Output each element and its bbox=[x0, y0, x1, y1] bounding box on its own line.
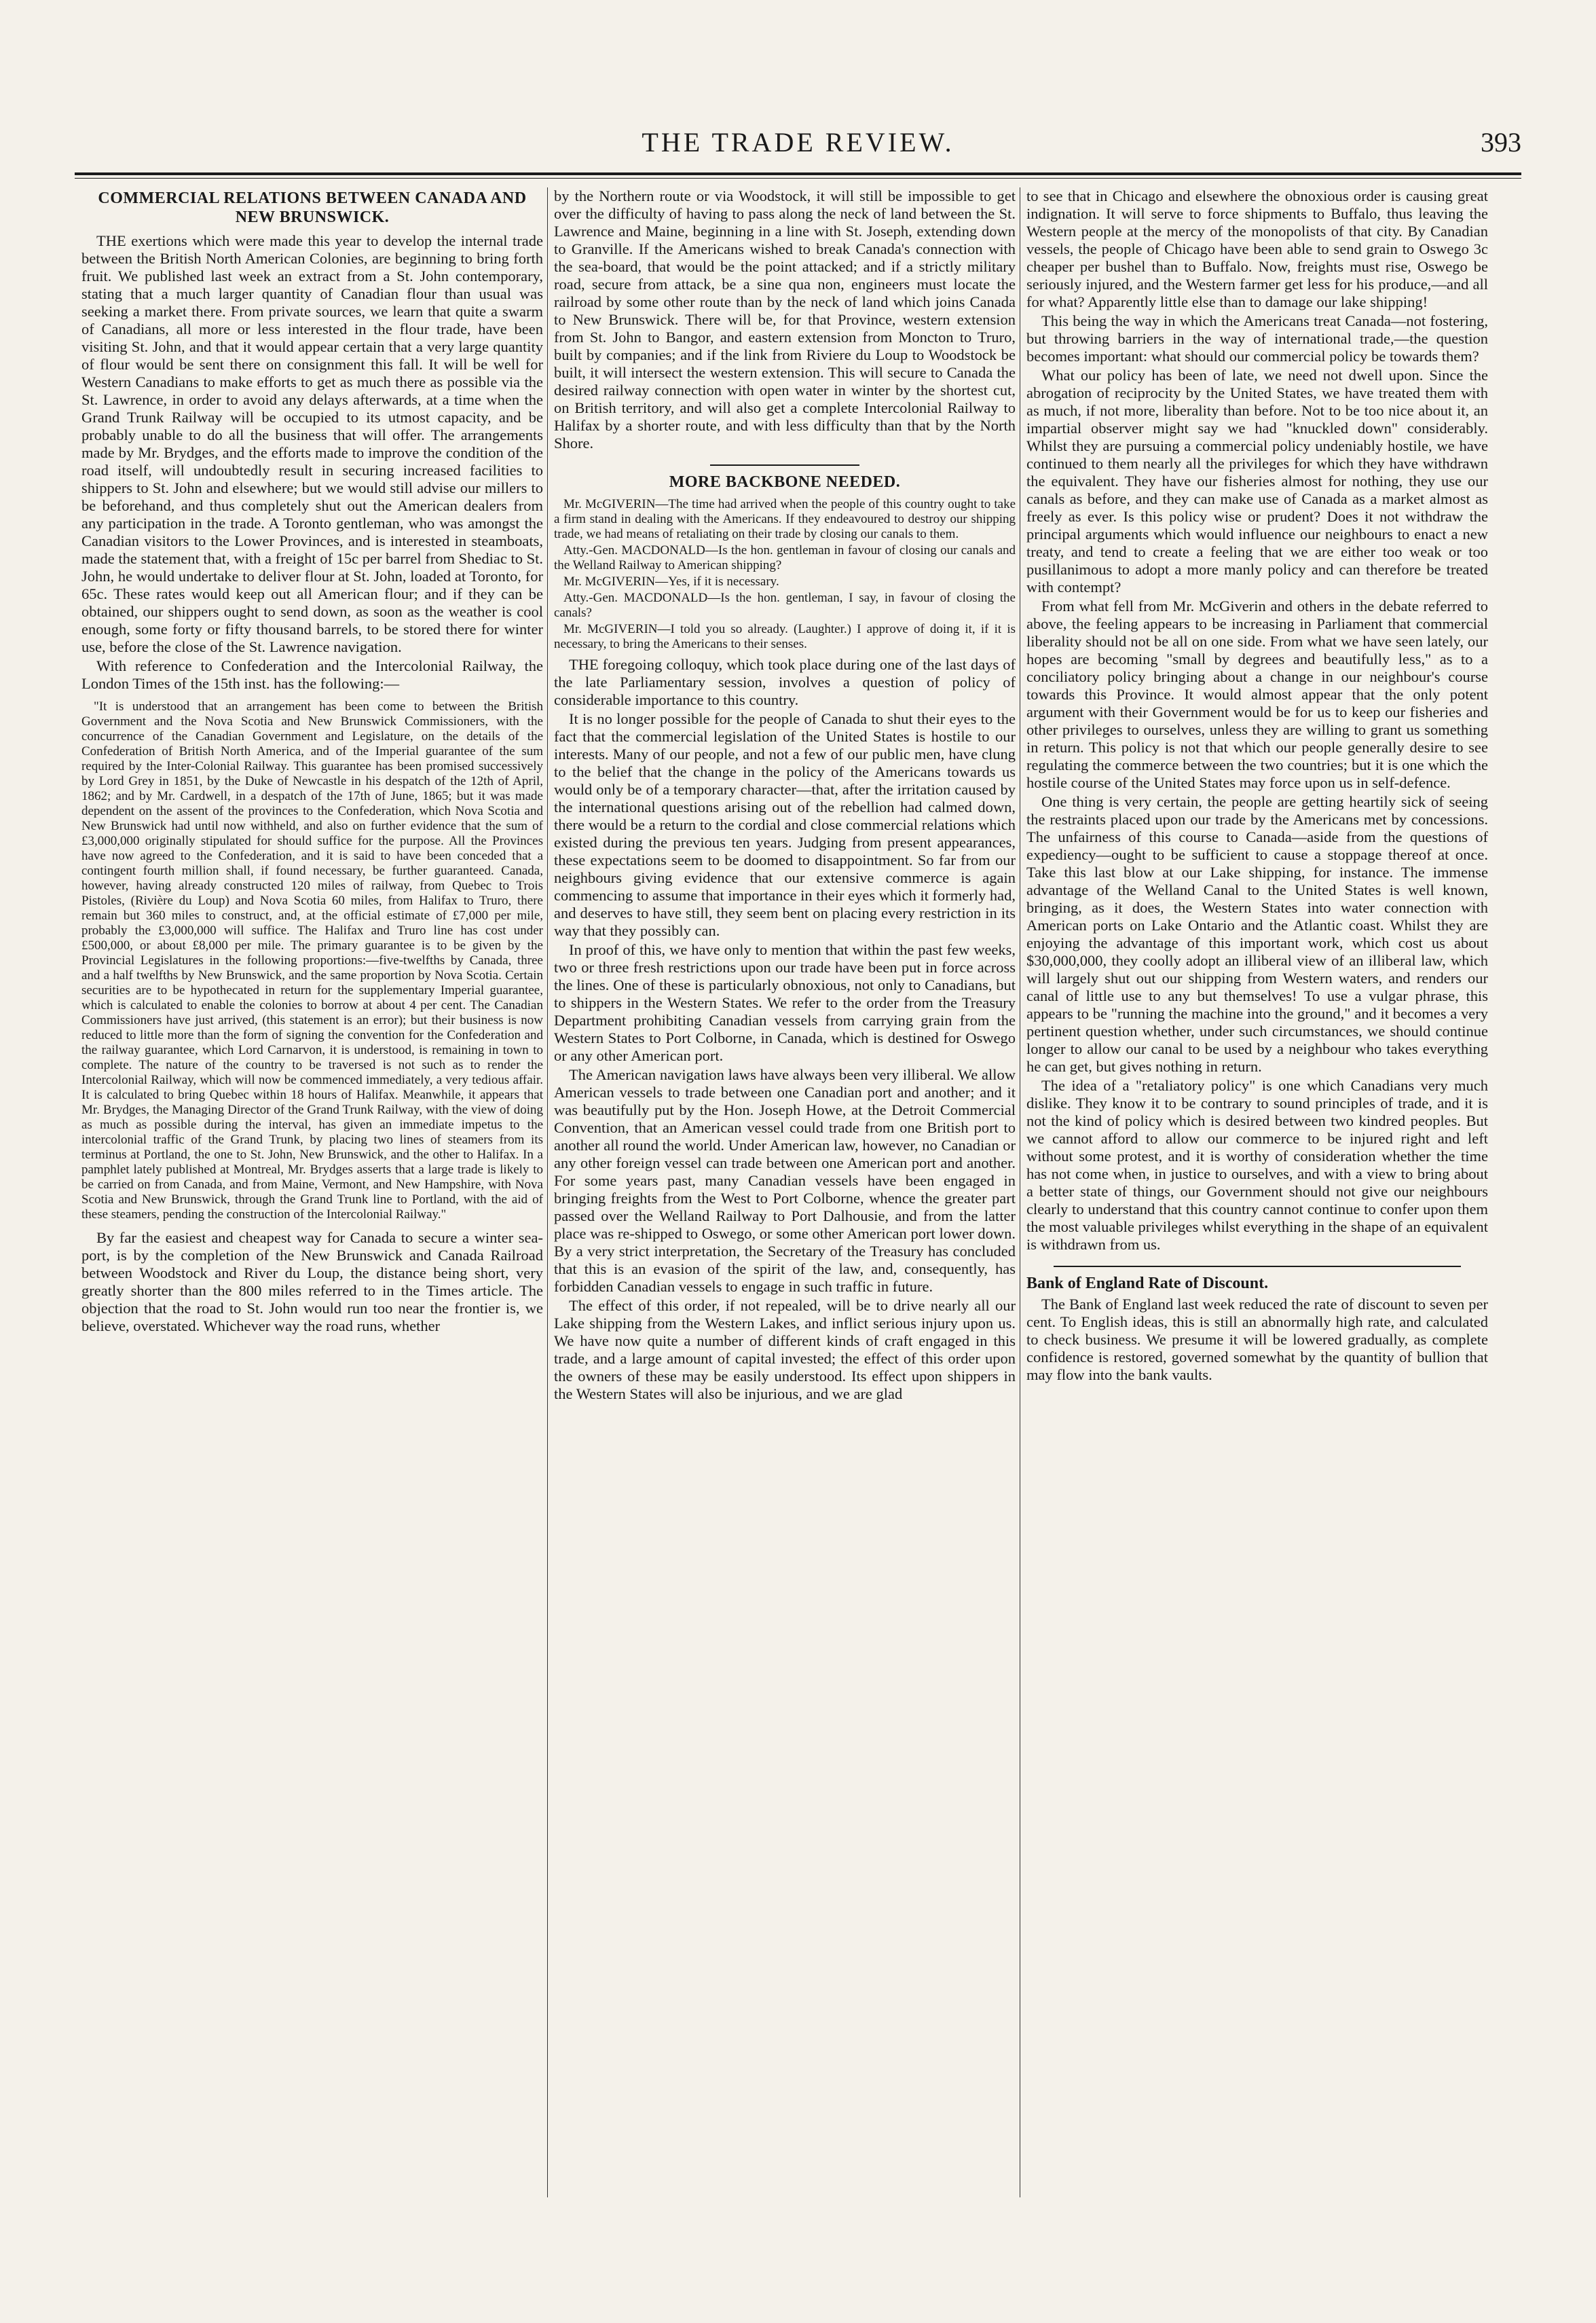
section-rule bbox=[1054, 1266, 1461, 1267]
paragraph: In proof of this, we have only to mention that within the past few weeks, two or three fresh restrictions upon our trade have been put in force across the lines. One of these is particularly obnoxious, not only to Canadians, but to shippers in the Western States. We refer to the order from the Treasury Department prohibiting Canadian vessels from carrying grain from the Western States to Port Colborne, in Canada, which is destined for Oswego or any other American port. bbox=[554, 941, 1016, 1064]
column-3 bbox=[1026, 187, 1488, 1385]
block-quote bbox=[81, 699, 543, 1222]
paragraph: The idea of a "retaliatory policy" is one which Canadians very much dislike. They know it to be contrary to sound principles of trade, and it is not the kind of policy which is desired between two kindred peoples. But we cannot afford to allow our commerce to be injured right and left without some protest, and it is worthy of consideration whether the time has not come when, in justice to ourselves, and with a view to bring about a better state of things, our Government should not give our neighbours clearly to understand that this country cannot continue to confer upon them the most valuable privileges whilst everything in the shape of an equivalent is withdrawn from us. bbox=[1026, 1077, 1488, 1253]
paragraph: This being the way in which the Americans treat Canada—not fostering, but throwing barriers in the way of international trade,—the question becomes important: what should our commercial policy be towards them? bbox=[1026, 312, 1488, 365]
running-title: THE TRADE REVIEW. bbox=[642, 127, 954, 158]
paragraph: by the Northern route or via Woodstock, it will still be impossible to get over the difficulty of having to pass along the neck of land between the St. Lawrence and Maine, beginning in a line with St. Joseph, extending down to Granville. If the Americans wished to break Canada's connection with the sea-board, that would be the point attacked; and if a strictly military road, secure from attack, be a sine qua non, engineers must locate the railroad by some other route than by the neck of land which joins Canada to New Brunswick. There will be, for that Province, western extension from St. John to Bangor, and eastern extension from Moncton to Truro, built by companies; and if the link from Riviere du Loup to Woodstock be built, it will intersect the western extension. This will secure to Canada the desired railway connection with open water in winter by the shortest cut, on British territory, and will also get a complete Intercolonial Railway to Halifax by a shorter route, and with less difficulty than that by the North Shore. bbox=[554, 187, 1016, 452]
paragraph: What our policy has been of late, we need not dwell upon. Since the abrogation of reciprocity by the United States, we have treated them with as much, if not more, liberality than before. Not to be too nice about it, an impartial observer might say we had "knuckled down" considerably. Whilst they are pursuing a commercial policy undeniably hostile, we have continued to them nearly all the privileges for which they have withdrawn the equivalent. They have our fisheries almost for nothing, they use our canals as before, and they can make use of Canada as a market almost as freely as ever. Is this policy wise or prudent? Does it not withdraw the principal arguments which would influence our neighbours to enact a new treaty, and tend to create a feeling that we are either too weak or too pusillanimous to adopt a more manly policy and can therefore be treated with contempt? bbox=[1026, 367, 1488, 596]
paragraph: THE exertions which were made this year to develop the internal trade between the British North American Colonies, are beginning to bring forth fruit. We published last week an extract from a St. John contemporary, stating that a much larger quantity of Canadian flour than usual was seeking a market there. From private sources, we learn that quite a swarm of Canadians, all more or less interested in the flour trade, have been visiting St. John, and that it would appear certain that a very large quantity of flour would be sent there on consignment this fall. It will be well for Western Canadians to make efforts to get as much there as possible via the St. Lawrence, in order to avoid any delays afterwards, at a time when the Grand Trunk Railway will be occupied to its utmost capacity, and be probably unable to do all the business that will offer. The arrangements made by Mr. Brydges, and the efforts made to improve the condition of the road itself, will undoubtedly result in securing increased facilities to shippers to St. John and elsewhere; but we would still advise our millers to be beforehand, and thus completely shut out the American dealers from any participation in the trade. A Toronto gentleman, who was amongst the Canadian visitors to the Lower Provinces, and is interested in steamboats, made the statement that, with a freight of 15c per barrel from Shediac to St. John, he would undertake to deliver flour at St. John, loaded at Toronto, for 65c. These rates would keep out all American flour; and if they can be obtained, our shippers ought to send down, as soon as the weather is cool enough, some forty or fifty thousand barrels, to be stored there for winter use, before the close of the St. Lawrence navigation. bbox=[81, 232, 543, 655]
paragraph: The effect of this order, if not repealed, will be to drive nearly all our Lake shipping from the Western Lakes, and inflict serious injury upon us. We have now quite a number of different kinds of craft engaged in this trade, and a large amount of capital invested; the effect of this order upon the owners of these may be easily understood. Its effect upon shippers in the Western States will also be injurious, and we are glad bbox=[554, 1297, 1016, 1402]
section-rule bbox=[710, 464, 859, 466]
debate-line: Mr. McGIVERIN—Yes, if it is necessary. bbox=[563, 574, 779, 589]
article-headline: MORE BACKBONE NEEDED. bbox=[669, 473, 901, 491]
header-rule-thick bbox=[75, 172, 1521, 175]
debate-line: Mr. McGIVERIN—The time had arrived when the people of this country ought to take a firm stand in dealing with the Americans. If they endeavoured to destroy our shipping trade, we had means of retaliating on their trade by closing our canals to them. bbox=[554, 497, 1016, 541]
paragraph: THE foregoing colloquy, which took place during one of the last days of the late Parliamentary session, involves a question of policy of considerable importance to this country. bbox=[554, 656, 1016, 708]
article-headline: Bank of England Rate of Discount. bbox=[1026, 1275, 1269, 1292]
paragraph: It is no longer possible for the people of Canada to shut their eyes to the fact that the commercial legislation of the United States is hostile to our interests. Many of our people, and not a few of our public men, have clung to the belief that the change in the policy of the Americans towards us would only be of a temporary character—that, after the irritation caused by the international questions arising out of the rebellion had calmed down, there would be a return to the cordial and close commercial relations which existed during the previous ten years. Judging from present appearances, these expectations seem to be doomed to disappointment. So far from our neighbours giving evidence that our extensive commerce is again commencing to assume that importance in their eyes which it formerly had, and deserves to have still, they seem bent on placing every restriction in its way that they possibly can. bbox=[554, 710, 1016, 939]
page-number: 393 bbox=[1481, 127, 1521, 158]
paragraph: From what fell from Mr. McGiverin and others in the debate referred to above, the feeling appears to be increasing in Parliament that commercial liberality should not be all on one side. From what we have seen lately, our hopes are becoming "small by degrees and beautifully less," as to a conciliatory policy bringing about a change in our neighbour's course towards this Province. It would almost appear that the only potent argument with their Government would be for us to keep our fisheries and other privileges to ourselves, unless they are willing to grant us something in return. This policy is not that which our people generally desire to see regulating the commerce between the two countries; but it is one which the hostile course of the United States may force upon us in self-defence. bbox=[1026, 598, 1488, 791]
quote-paragraph: "It is understood that an arrangement has been come to between the British Government and the Nova Scotia and New Brunswick Commissioners, with the concurrence of the Canadian Government and Legislature, on the details of the Confederation of British North America, and of the Imperial guarantee of the sum required by the Inter-Colonial Railway. This guarantee has been promised successively by Lord Grey in 1851, by the Duke of Newcastle in his despatch of the 12th of April, 1862; and by Mr. Cardwell, in a despatch of the 17th of June, 1865; but it was made dependent on the assent of the provinces to the Confederation, which Nova Scotia and New Brunswick had until now withheld, and also on further evidence that the sum of £3,000,000 originally stipulated for should suffice for the purpose. All the Provinces have now agreed to the Confederation, and it is said to have been conceded that a contingent fourth million shall, if found necessary, be further guaranteed. Canada, however, having already constructed 120 miles of railway, from Quebec to Trois Pistoles, (Rivière du Loup) and Nova Scotia 60 miles, from Halifax to Truro, there remain but 360 miles to construct, and, at the official estimate of £7,000 per mile, probably the £3,000,000 will suffice. The Halifax and Truro line has cost under £500,000, or about £8,000 per mile. The primary guarantee is to be given by the Provincial Legislatures in the following proportions:—five-twelfths by Canada, three and a half twelfths by New Brunswick, and the same proportion by Nova Scotia. Certain securities are to be hypothecated in return for the supplementary Imperial guarantee, which is calculated to enable the colonies to borrow at about 4 per cent. The Canadian Commissioners have just arrived, (this statement is an error); but their business is now reduced to little more than the form of signing the convention for the Confederation and the railway guarantee, which Lord Carnarvon, it is understood, is remaining in town to complete. The nature of the country to be traversed is not such as to render the Intercolonial Railway, which will now be commenced immediately, a very tedious affair. It is calculated to bring Quebec within 18 hours of Halifax. Meanwhile, it appears that Mr. Brydges, the Managing Director of the Grand Trunk Railway, with the view of doing as much as possible during the interval, has given an immediate impetus to the intercolonial traffic of the Grand Trunk, by placing two lines of steamers from its terminus at Portland, the one to St. John, New Brunswick, and the other to Halifax. In a pamphlet lately published at Montreal, Mr. Brydges asserts that a large trade is likely to be carried on from Canada, and from Maine, Vermont, and New Hampshire, with Nova Scotia and New Brunswick, through the Grand Trunk line to Portland, with the aid of these steamers, pending the construction of the Intercolonial Railway." bbox=[81, 699, 543, 1222]
column-1 bbox=[81, 187, 543, 1336]
paragraph: By far the easiest and cheapest way for Canada to secure a winter sea-port, is by the completion of the New Brunswick and Canada Railroad between Woodstock and River du Loup, the distance being short, very greatly shorter than the 800 miles referred to in the Times article. The objection that the road to St. John would run too near the frontier is, we believe, overstated. Whichever way the road runs, whether bbox=[81, 1229, 543, 1334]
debate-line: Atty.-Gen. MACDONALD—Is the hon. gentleman, I say, in favour of closing the canals? bbox=[554, 591, 1016, 620]
paragraph: The Bank of England last week reduced the rate of discount to seven per cent. To English ideas, this is still an abnormally high rate, and calculated to check business. We presume it will be lowered gradually, as complete confidence is restored, governed somewhat by the quantity of bullion that may flow into the bank vaults. bbox=[1026, 1296, 1488, 1383]
paragraph: The American navigation laws have always been very illiberal. We allow American vessels to trade between one Canadian port and another; and it was beautifully put by the Hon. Joseph Howe, at the Detroit Commercial Convention, that an American vessel could trade from one British port to another all round the world. Under American law, however, no Canadian or any other foreign vessel can trade between one American port and another. For some years past, many Canadian vessels have been engaged in bringing freights from the West to Port Colborne, whence the greater part passed over the Welland Railway to Port Dalhousie, and from the latter place was re-shipped to Oswego, or some other American port lower down. By a very strict interpretation, the Secretary of the Treasury has concluded that this is an evasion of the spirit of the law, and, consequently, has forbidden Canadian vessels to engage in such traffic in future. bbox=[554, 1066, 1016, 1295]
header-rule-thin bbox=[75, 178, 1521, 179]
article-headline: COMMERCIAL RELATIONS BETWEEN CANADA AND NEW BRUNSWICK. bbox=[98, 189, 527, 226]
debate-excerpt bbox=[554, 497, 1016, 652]
debate-line: Mr. McGIVERIN—I told you so already. (Laughter.) I approve of doing it, if it is necessary, to bring the Americans to their senses. bbox=[554, 622, 1016, 651]
debate-line: Atty.-Gen. MACDONALD—Is the hon. gentleman in favour of closing our canals and the Welland Railway to American shipping? bbox=[554, 543, 1016, 572]
paragraph: One thing is very certain, the people are getting heartily sick of seeing the restraints placed upon our trade by the Americans met by concessions. The unfairness of this course to Canada—aside from the questions of expediency—ought to be sufficient to cause a stoppage thereof at once. Take this last blow at our Lake shipping, for instance. The immense advantage of the Welland Canal to the United States is well known, bringing, as it does, the Western States into water connection with American ports on Lake Ontario and the Atlantic coast. Whilst they are enjoying the advantage of this important work, which cost us about $30,000,000, they coolly adopt an illiberal view of an illiberal law, which will largely shut out our shipping from Western waters, and renders our canal of little use to any but themselves! To use a vulgar phrase, this appears to be "running the machine into the ground," and it becomes a very pertinent question whether, under such circumstances, we should continue longer to allow our canal to be used by a neighbour who takes everything he can get, but gives nothing in return. bbox=[1026, 793, 1488, 1075]
paragraph: With reference to Confederation and the Intercolonial Railway, the London Times of the 15th inst. has the following:— bbox=[81, 657, 543, 692]
page-header bbox=[75, 126, 1521, 174]
column-divider bbox=[547, 187, 548, 2197]
paragraph: to see that in Chicago and elsewhere the obnoxious order is causing great indignation. It will serve to force shipments to Buffalo, thus leaving the Western people at the mercy of the monopolists of that city. By Canadian vessels, the people of Chicago have been able to send grain to Oswego 3c cheaper per bushel than to Buffalo. Now, freights must rise, Oswego be seriously injured, and the Western farmer get less for his produce,—and all for what? Apparently little else than to damage our lake shipping! bbox=[1026, 187, 1488, 310]
column-2 bbox=[554, 187, 1016, 1404]
